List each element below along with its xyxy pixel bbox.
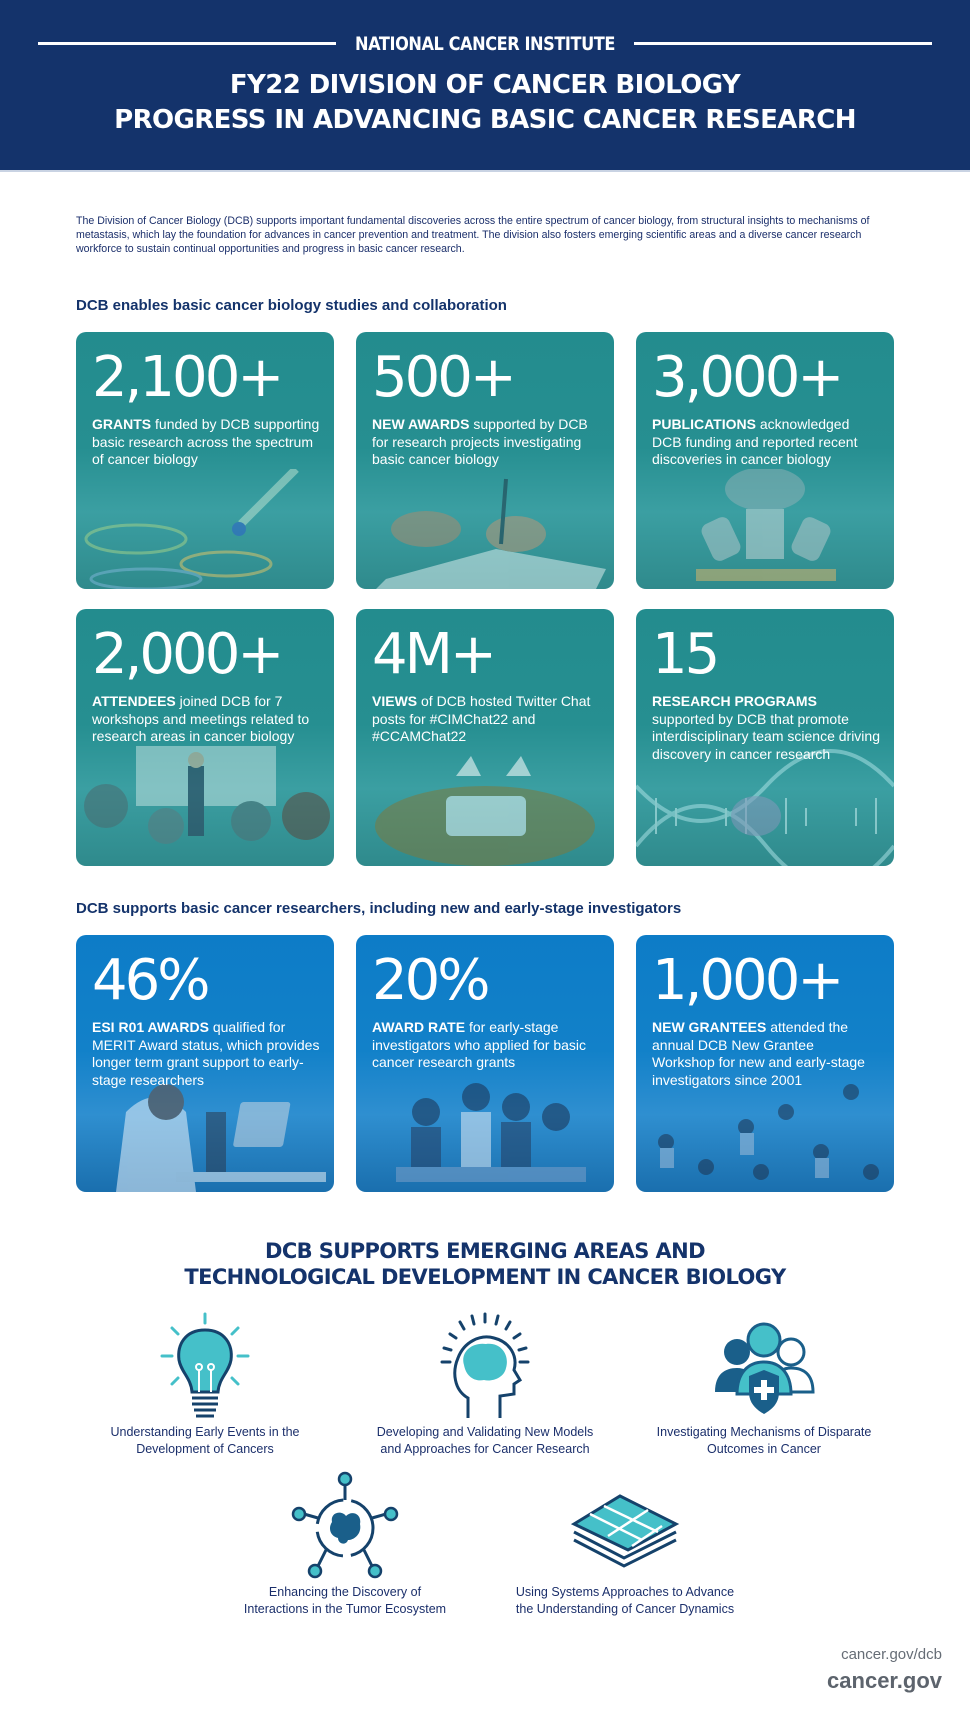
signing-document-image [356,469,614,589]
stat-card-esi-r01: 46% ESI R01 AWARDS qualified for MERIT Award status, which provides longer term grant support to early-stage researchers [76,935,334,1192]
tumor-network-icon [290,1470,400,1580]
section1-heading: DCB enables basic cancer biology studies and collaboration [76,297,507,314]
dna-helix-image [636,746,894,866]
brain-head-icon [430,1310,540,1420]
stat-card-new-grantees: 1,000+ NEW GRANTEES attended the annual DCB New Grantee Workshop for new and early-stage investigators since 2001 [636,935,894,1192]
stat-card-new-awards: 500+ NEW AWARDS supported by DCB for research projects investigating basic cancer biology [356,332,614,589]
team-lab-image [356,1072,614,1192]
area-disparate-outcomes: Investigating Mechanisms of Disparate Outcomes in Cancer [654,1310,874,1457]
footer-brand[interactable]: cancer.gov [827,1668,942,1693]
audience-image [76,746,334,866]
header-banner [0,0,970,172]
page-title: FY22 DIVISION OF CANCER BIOLOGY PROGRESS IN ADVANCING BASIC CANCER RESEARCH [114,70,856,135]
stat-card-publications: 3,000+ PUBLICATIONS acknowledged DCB funding and reported recent discoveries in cancer biology [636,332,894,589]
crowd-aerial-image [636,1072,894,1192]
stat-card-attendees: 2,000+ ATTENDEES joined DCB for 7 workshops and meetings related to research areas in cancer biology [76,609,334,866]
stat-card-award-rate: 20% AWARD RATE for early-stage investigators who applied for basic cancer research grants [356,935,614,1192]
section3-heading: DCB SUPPORTS EMERGING AREAS AND TECHNOLOGICAL DEVELOPMENT IN CANCER BIOLOGY [184,1239,786,1289]
stat-card-views: 4M+ VIEWS of DCB hosted Twitter Chat posts for #CIMChat22 and #CCAMChat22 [356,609,614,866]
area-systems-approaches: Using Systems Approaches to Advance the Understanding of Cancer Dynamics [515,1470,735,1617]
microscope-image [636,469,894,589]
lightbulb-icon [150,1310,260,1420]
stat-card-grants: 2,100+ GRANTS funded by DCB supporting basic research across the spectrum of cancer biology [76,332,334,589]
layered-grid-icon [570,1470,680,1580]
stat-card-research-programs: 15 RESEARCH PROGRAMS supported by DCB that promote interdisciplinary team science driving discovery in cancer research [636,609,894,866]
test-tubes-image [76,469,334,589]
people-shield-icon [709,1310,819,1420]
area-tumor-ecosystem: Enhancing the Discovery of Interactions in the Tumor Ecosystem [235,1470,455,1617]
intro-paragraph: The Division of Cancer Biology (DCB) supports important fundamental discoveries across the entire spectrum of cancer biology, from structural insights to mechanisms of metastasis, which lay the foundation for advances in cancer prevention and treatment. The division also fosters emerging scientific areas and a diverse cancer research workforce to sustain continual opportunities and progress in basic cancer research. [76,215,870,255]
footer-url[interactable]: cancer.gov/dcb [841,1646,942,1663]
organization-name: NATIONAL CANCER INSTITUTE [355,33,615,55]
area-new-models: Developing and Validating New Models and Approaches for Cancer Research [375,1310,595,1457]
scientist-microscope-image [76,1072,334,1192]
hands-phone-image [356,746,614,866]
area-early-events: Understanding Early Events in the Development of Cancers [95,1310,315,1457]
section2-heading: DCB supports basic cancer researchers, including new and early-stage investigators [76,900,682,917]
